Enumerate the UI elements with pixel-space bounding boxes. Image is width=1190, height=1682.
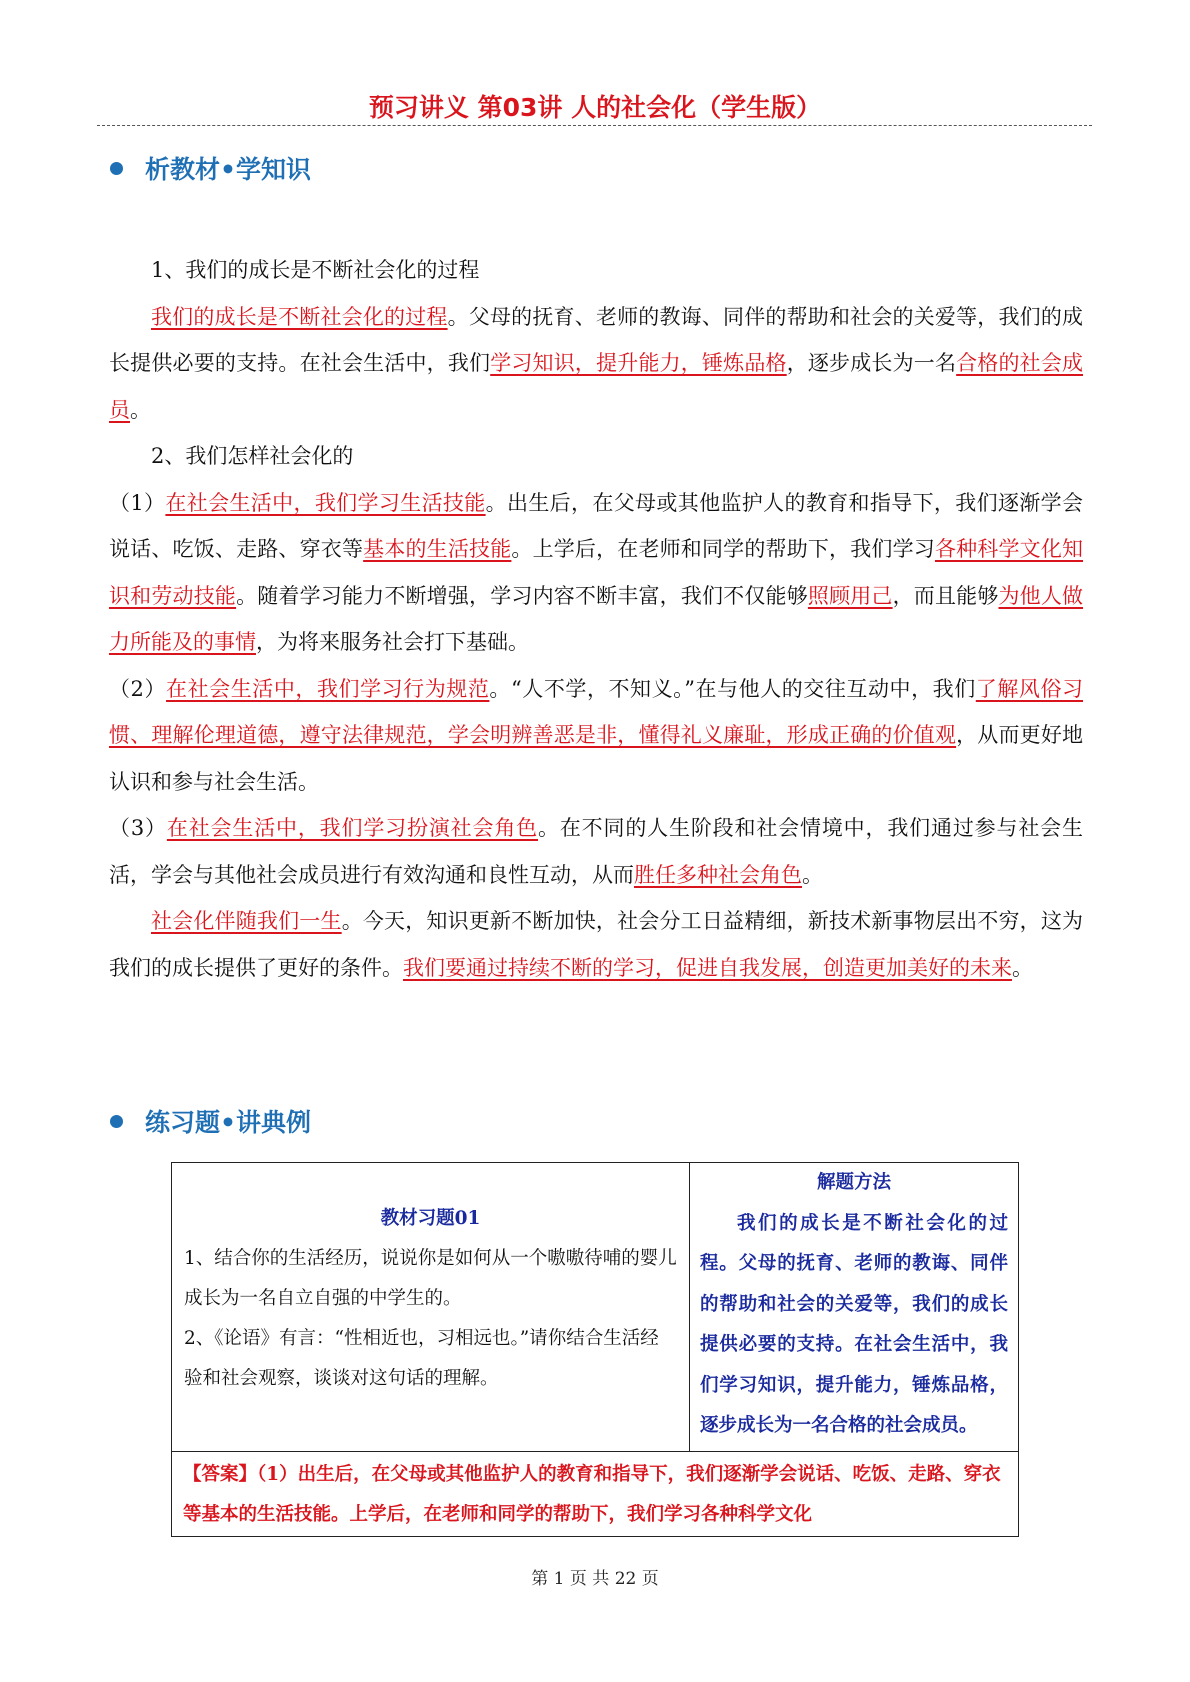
paragraph-roles (109, 805, 1083, 898)
method-text: 我们的成长是不断社会化的过程。父母的抚育、老师的教诲、同伴的帮助和社会的关爱等，我们的成长提供必要的支持。在社会生活中，我们学习知识，提升能力，锤炼品格，逐步成长为一名合格的社会成员。 (700, 1212, 1008, 1436)
text-run: 。 (130, 397, 151, 422)
paragraph-lifelong (109, 898, 1083, 991)
text-run: 。在不同的人生阶段和社会情境中，我们通过参与社会生活，学会与其他社会成员进行有效沟通和良性互动，从而 (109, 816, 1083, 887)
text-run: ，而且能够 (892, 583, 999, 608)
text-run: 。 (802, 862, 823, 887)
question-cell (172, 1163, 690, 1452)
key-phrase: 我们的成长是不断社会化的过程 (151, 304, 448, 329)
key-phrase: 胜任多种社会角色 (634, 862, 802, 887)
key-phrase: 在社会生活中，我们学习生活技能 (165, 490, 486, 515)
text-run: ，逐步成长为一名 (786, 351, 957, 375)
key-phrase: 在社会生活中，我们学习扮演社会角色 (166, 816, 539, 840)
page-title: 预习讲义 第03讲 人的社会化（学生版） (368, 93, 822, 122)
answer-cell (172, 1451, 1019, 1536)
page-number: 第 1 页 共 22 页 (531, 1569, 659, 1589)
answer-text: 【答案】（1）出生后，在父母或其他监护人的教育和指导下，我们逐渐学会说话、吃饭、走路、穿衣等基本的生活技能。上学后，在老师和同学的帮助下，我们学习各种科学文化 (183, 1463, 1001, 1525)
exercise-title: 教材习题01 (380, 1208, 481, 1229)
key-phrase: 在社会生活中，我们学习行为规范 (166, 676, 490, 701)
text-run: （1） (109, 490, 166, 515)
bullet-icon (110, 1115, 123, 1128)
section-heading-label: 练习题•讲典例 (145, 1108, 311, 1137)
bullet-icon (110, 162, 123, 175)
text-run: （2） (109, 676, 167, 701)
knowledge-body (109, 247, 1083, 991)
text-run: （3） (109, 816, 167, 840)
text-run: 。随着学习能力不断增强，学习内容不断丰富，我们不仅能够 (236, 583, 808, 608)
subheading-2: 2、我们怎样社会化的 (151, 444, 354, 468)
title-divider (97, 125, 1092, 126)
text-run: 。出生后，在父母或其他监护人的教育和指导下，我们逐渐学会说话、吃饭、走路、穿衣等 (109, 490, 1083, 561)
method-cell (690, 1163, 1019, 1452)
question-2: 2、《论语》有言：“性相近也，习相远也。”请你结合生活经验和社会观察，谈谈对这句话的理解。 (184, 1328, 659, 1389)
method-heading: 解题方法 (816, 1172, 891, 1193)
key-phrase: 了解风俗习惯、理解伦理道德，遵守法律规范，学会明辨善恶是非，懂得礼义廉耻，形成正确的价值观 (109, 676, 1084, 747)
key-phrase: 学习知识，提升能力，锤炼品格 (490, 351, 787, 375)
exercise-table (171, 1162, 1019, 1537)
text-run: ，从而更好地认识和参与社会生活。 (109, 723, 1083, 794)
key-phrase: 合格的社会成员 (109, 351, 1084, 422)
key-phrase: 社会化伴随我们一生 (151, 909, 342, 933)
paragraph-norms (109, 666, 1083, 806)
key-phrase: 基本的生活技能 (363, 537, 512, 561)
text-run: 。“人不学，不知义。”在与他人的交往互动中，我们 (489, 676, 976, 701)
section-heading-practice (110, 1103, 311, 1139)
key-phrase: 为他人做力所能及的事情 (109, 583, 1084, 654)
subheading-1: 1、我们的成长是不断社会化的过程 (151, 258, 480, 282)
section-heading-label: 析教材•学知识 (145, 155, 311, 184)
key-phrase: 我们要通过持续不断的学习，促进自我发展，创造更加美好的未来 (403, 955, 1012, 980)
text-run: 。今天，知识更新不断加快，社会分工日益精细，新技术新事物层出不穷，这为我们的成长提供了更好的条件。 (109, 909, 1084, 980)
key-phrase: 照顾用己 (807, 583, 893, 608)
text-run: ，为将来服务社会打下基础。 (256, 630, 529, 654)
key-phrase: 各种科学文化知识和劳动技能 (109, 537, 1084, 608)
section-heading-study (110, 150, 311, 186)
paragraph-skills (109, 480, 1083, 666)
paragraph-1 (109, 294, 1083, 434)
text-run: 。上学后，在老师和同学的帮助下，我们学习 (511, 537, 935, 561)
question-1: 1、结合你的生活经历，说说你是如何从一个嗷嗷待哺的婴儿成长为一名自立自强的中学生的。 (184, 1248, 677, 1309)
text-run: 。 (1012, 955, 1033, 980)
text-run: 。父母的抚育、老师的教诲、同伴的帮助和社会的关爱等，我们的成长提供必要的支持。在社会生活中，我们 (109, 304, 1084, 375)
